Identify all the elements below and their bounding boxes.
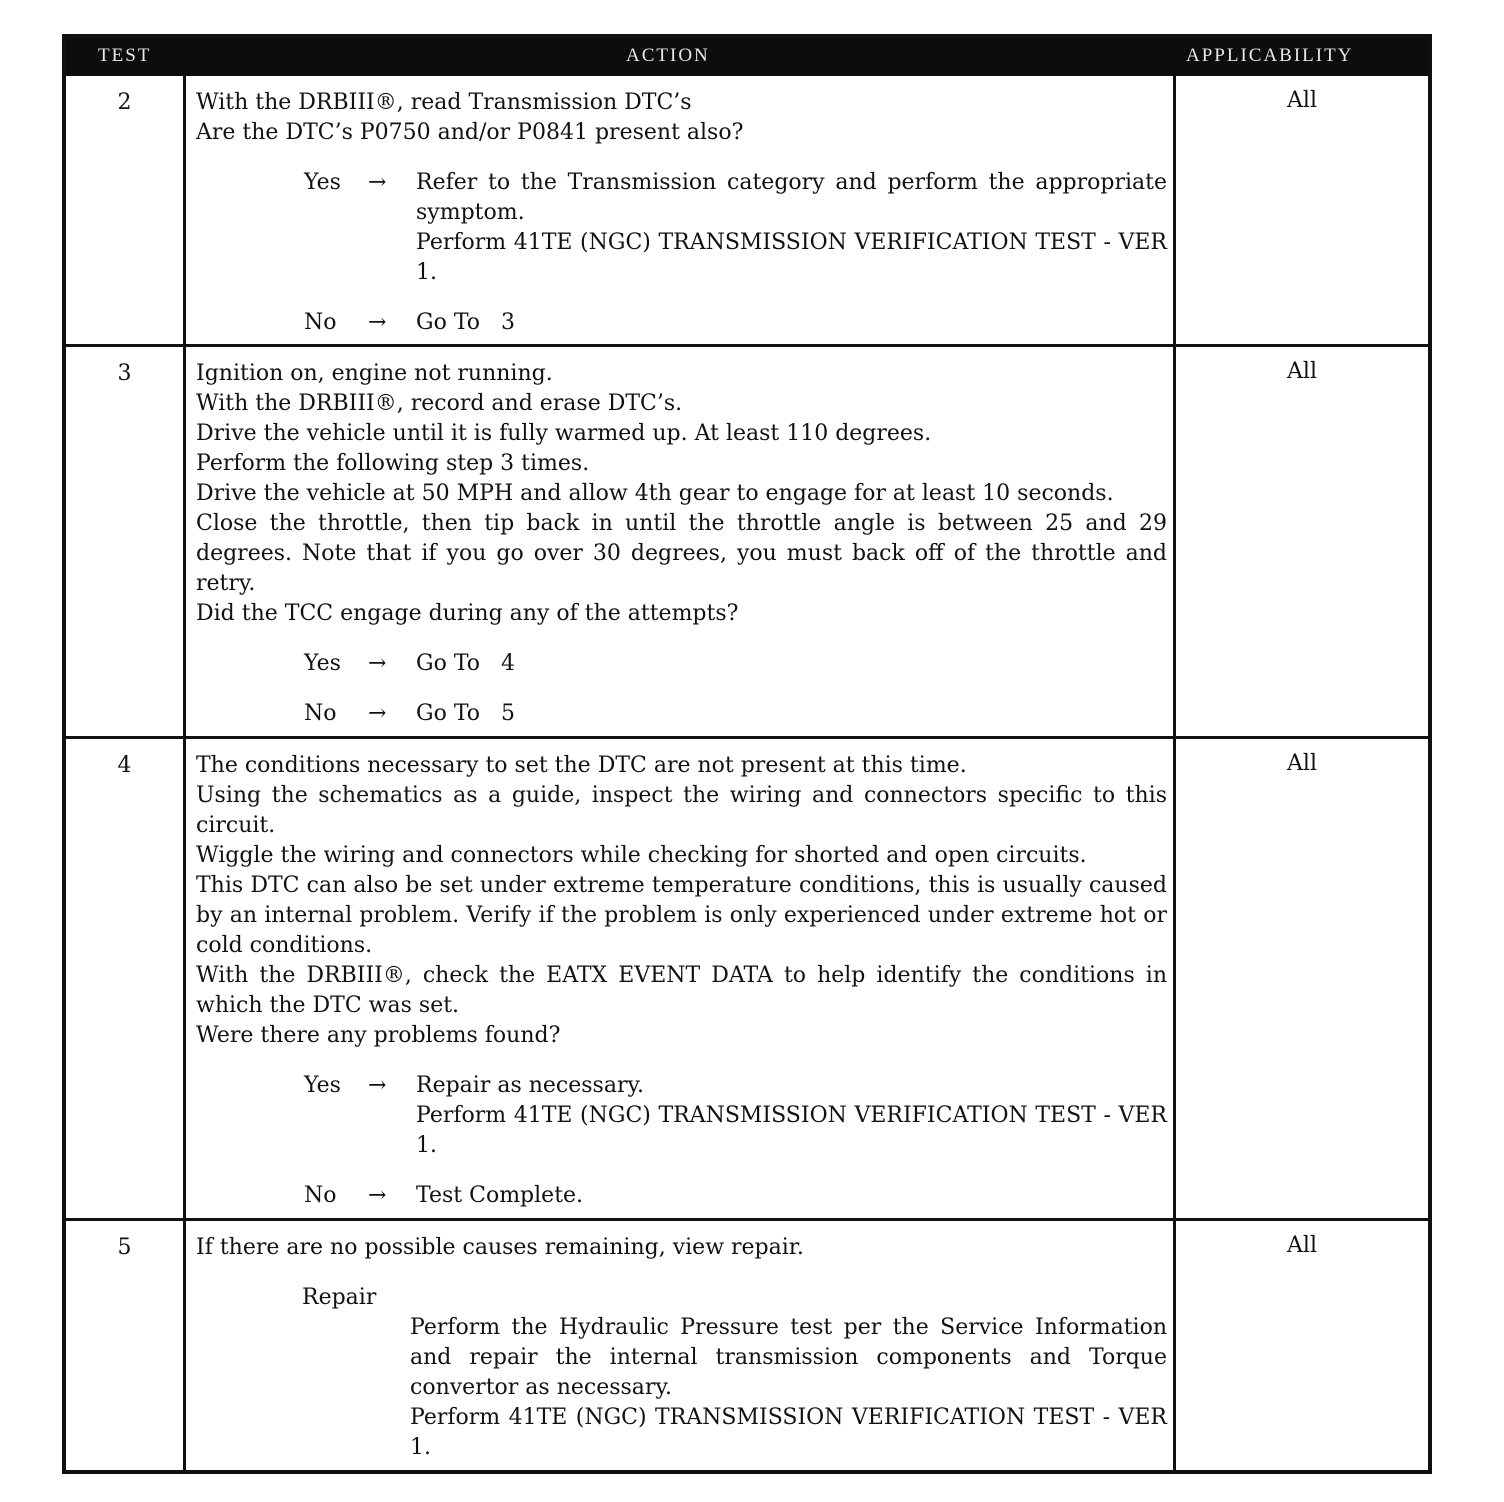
table-row-test-5 bbox=[66, 1221, 1428, 1470]
action-line: With the DRBIII®, check the EATX EVENT DATA to help identify the conditions in which the DTC was set. bbox=[196, 963, 1167, 1018]
table-row-test-2 bbox=[66, 76, 1428, 347]
table-header bbox=[66, 38, 1428, 76]
no-answer bbox=[196, 1181, 1167, 1211]
yes-answer bbox=[196, 168, 1167, 288]
applicability-cell: All bbox=[1287, 1233, 1317, 1258]
arrow-right-icon: → bbox=[368, 1183, 387, 1208]
repair-text: Perform the Hydraulic Pressure test per the Service Information and repair the internal transmission components and Torque convertor as necessary. bbox=[410, 1315, 1167, 1400]
action-line: Perform the following step 3 times. bbox=[196, 451, 590, 476]
action-cell bbox=[186, 739, 1176, 1218]
action-line: With the DRBIII®, read Transmission DTC’s bbox=[196, 90, 692, 115]
action-line: Ignition on, engine not running. bbox=[196, 361, 553, 386]
yes-text: Go To 4 bbox=[416, 651, 515, 676]
test-number: 2 bbox=[66, 76, 186, 344]
arrow-right-icon: → bbox=[368, 310, 387, 335]
repair-label: Repair bbox=[302, 1285, 377, 1310]
action-line: If there are no possible causes remaining, view repair. bbox=[196, 1235, 804, 1260]
no-text: Go To 5 bbox=[416, 701, 515, 726]
yes-answer bbox=[196, 649, 1167, 679]
yes-label: Yes bbox=[304, 170, 341, 195]
header-test: TEST bbox=[98, 45, 152, 66]
no-answer bbox=[196, 699, 1167, 729]
test-number: 4 bbox=[66, 739, 186, 1218]
action-line: Were there any problems found? bbox=[196, 1023, 561, 1048]
no-label: No bbox=[304, 1183, 337, 1208]
table-row-test-4 bbox=[66, 739, 1428, 1221]
no-label: No bbox=[304, 310, 337, 335]
action-line: This DTC can also be set under extreme temperature conditions, this is usually caused by an internal problem. Verify if the problem is only experienced under extreme hot or cold conditions. bbox=[196, 873, 1167, 958]
no-answer bbox=[196, 308, 1167, 338]
no-label: No bbox=[304, 701, 337, 726]
yes-answer bbox=[196, 1071, 1167, 1161]
action-cell bbox=[186, 347, 1176, 736]
header-action: ACTION bbox=[626, 45, 710, 66]
action-line: Wiggle the wiring and connectors while checking for shorted and open circuits. bbox=[196, 843, 1087, 868]
yes-label: Yes bbox=[304, 651, 341, 676]
test-number: 5 bbox=[66, 1221, 186, 1470]
yes-text: Repair as necessary. bbox=[416, 1073, 644, 1098]
arrow-right-icon: → bbox=[368, 701, 387, 726]
action-cell bbox=[186, 76, 1176, 344]
yes-text-2: Perform 41TE (NGC) TRANSMISSION VERIFICATION TEST - VER 1. bbox=[416, 230, 1167, 285]
action-line: Close the throttle, then tip back in until the throttle angle is between 25 and 29 degrees. Note that if you go over 30 degrees, you must back off of the throttle and retry. bbox=[196, 511, 1167, 596]
yes-text: Refer to the Transmission category and perform the appropriate symptom. bbox=[416, 170, 1167, 225]
repair-text-2: Perform 41TE (NGC) TRANSMISSION VERIFICATION TEST - VER 1. bbox=[410, 1405, 1167, 1460]
action-line: Did the TCC engage during any of the attempts? bbox=[196, 601, 739, 626]
action-line: With the DRBIII®, record and erase DTC’s. bbox=[196, 391, 683, 416]
action-line: Using the schematics as a guide, inspect the wiring and connectors specific to this circuit. bbox=[196, 783, 1167, 838]
applicability-cell: All bbox=[1287, 751, 1317, 776]
action-cell bbox=[186, 1221, 1176, 1470]
arrow-right-icon: → bbox=[368, 651, 387, 676]
action-line: Are the DTC’s P0750 and/or P0841 present also? bbox=[196, 120, 744, 145]
yes-label: Yes bbox=[304, 1073, 341, 1098]
arrow-right-icon: → bbox=[368, 1073, 387, 1098]
no-text: Test Complete. bbox=[416, 1183, 584, 1208]
arrow-right-icon: → bbox=[368, 170, 387, 195]
diagnostic-table bbox=[62, 34, 1432, 1474]
test-number: 3 bbox=[66, 347, 186, 736]
applicability-cell: All bbox=[1287, 359, 1317, 384]
applicability-cell: All bbox=[1287, 88, 1317, 113]
table-row-test-3 bbox=[66, 347, 1428, 739]
action-line: Drive the vehicle at 50 MPH and allow 4th gear to engage for at least 10 seconds. bbox=[196, 481, 1114, 506]
header-applicability: APPLICABILITY bbox=[1186, 45, 1354, 66]
yes-text-2: Perform 41TE (NGC) TRANSMISSION VERIFICATION TEST - VER 1. bbox=[416, 1103, 1167, 1158]
action-line: The conditions necessary to set the DTC are not present at this time. bbox=[196, 753, 967, 778]
action-line: Drive the vehicle until it is fully warmed up. At least 110 degrees. bbox=[196, 421, 932, 446]
no-text: Go To 3 bbox=[416, 310, 515, 335]
